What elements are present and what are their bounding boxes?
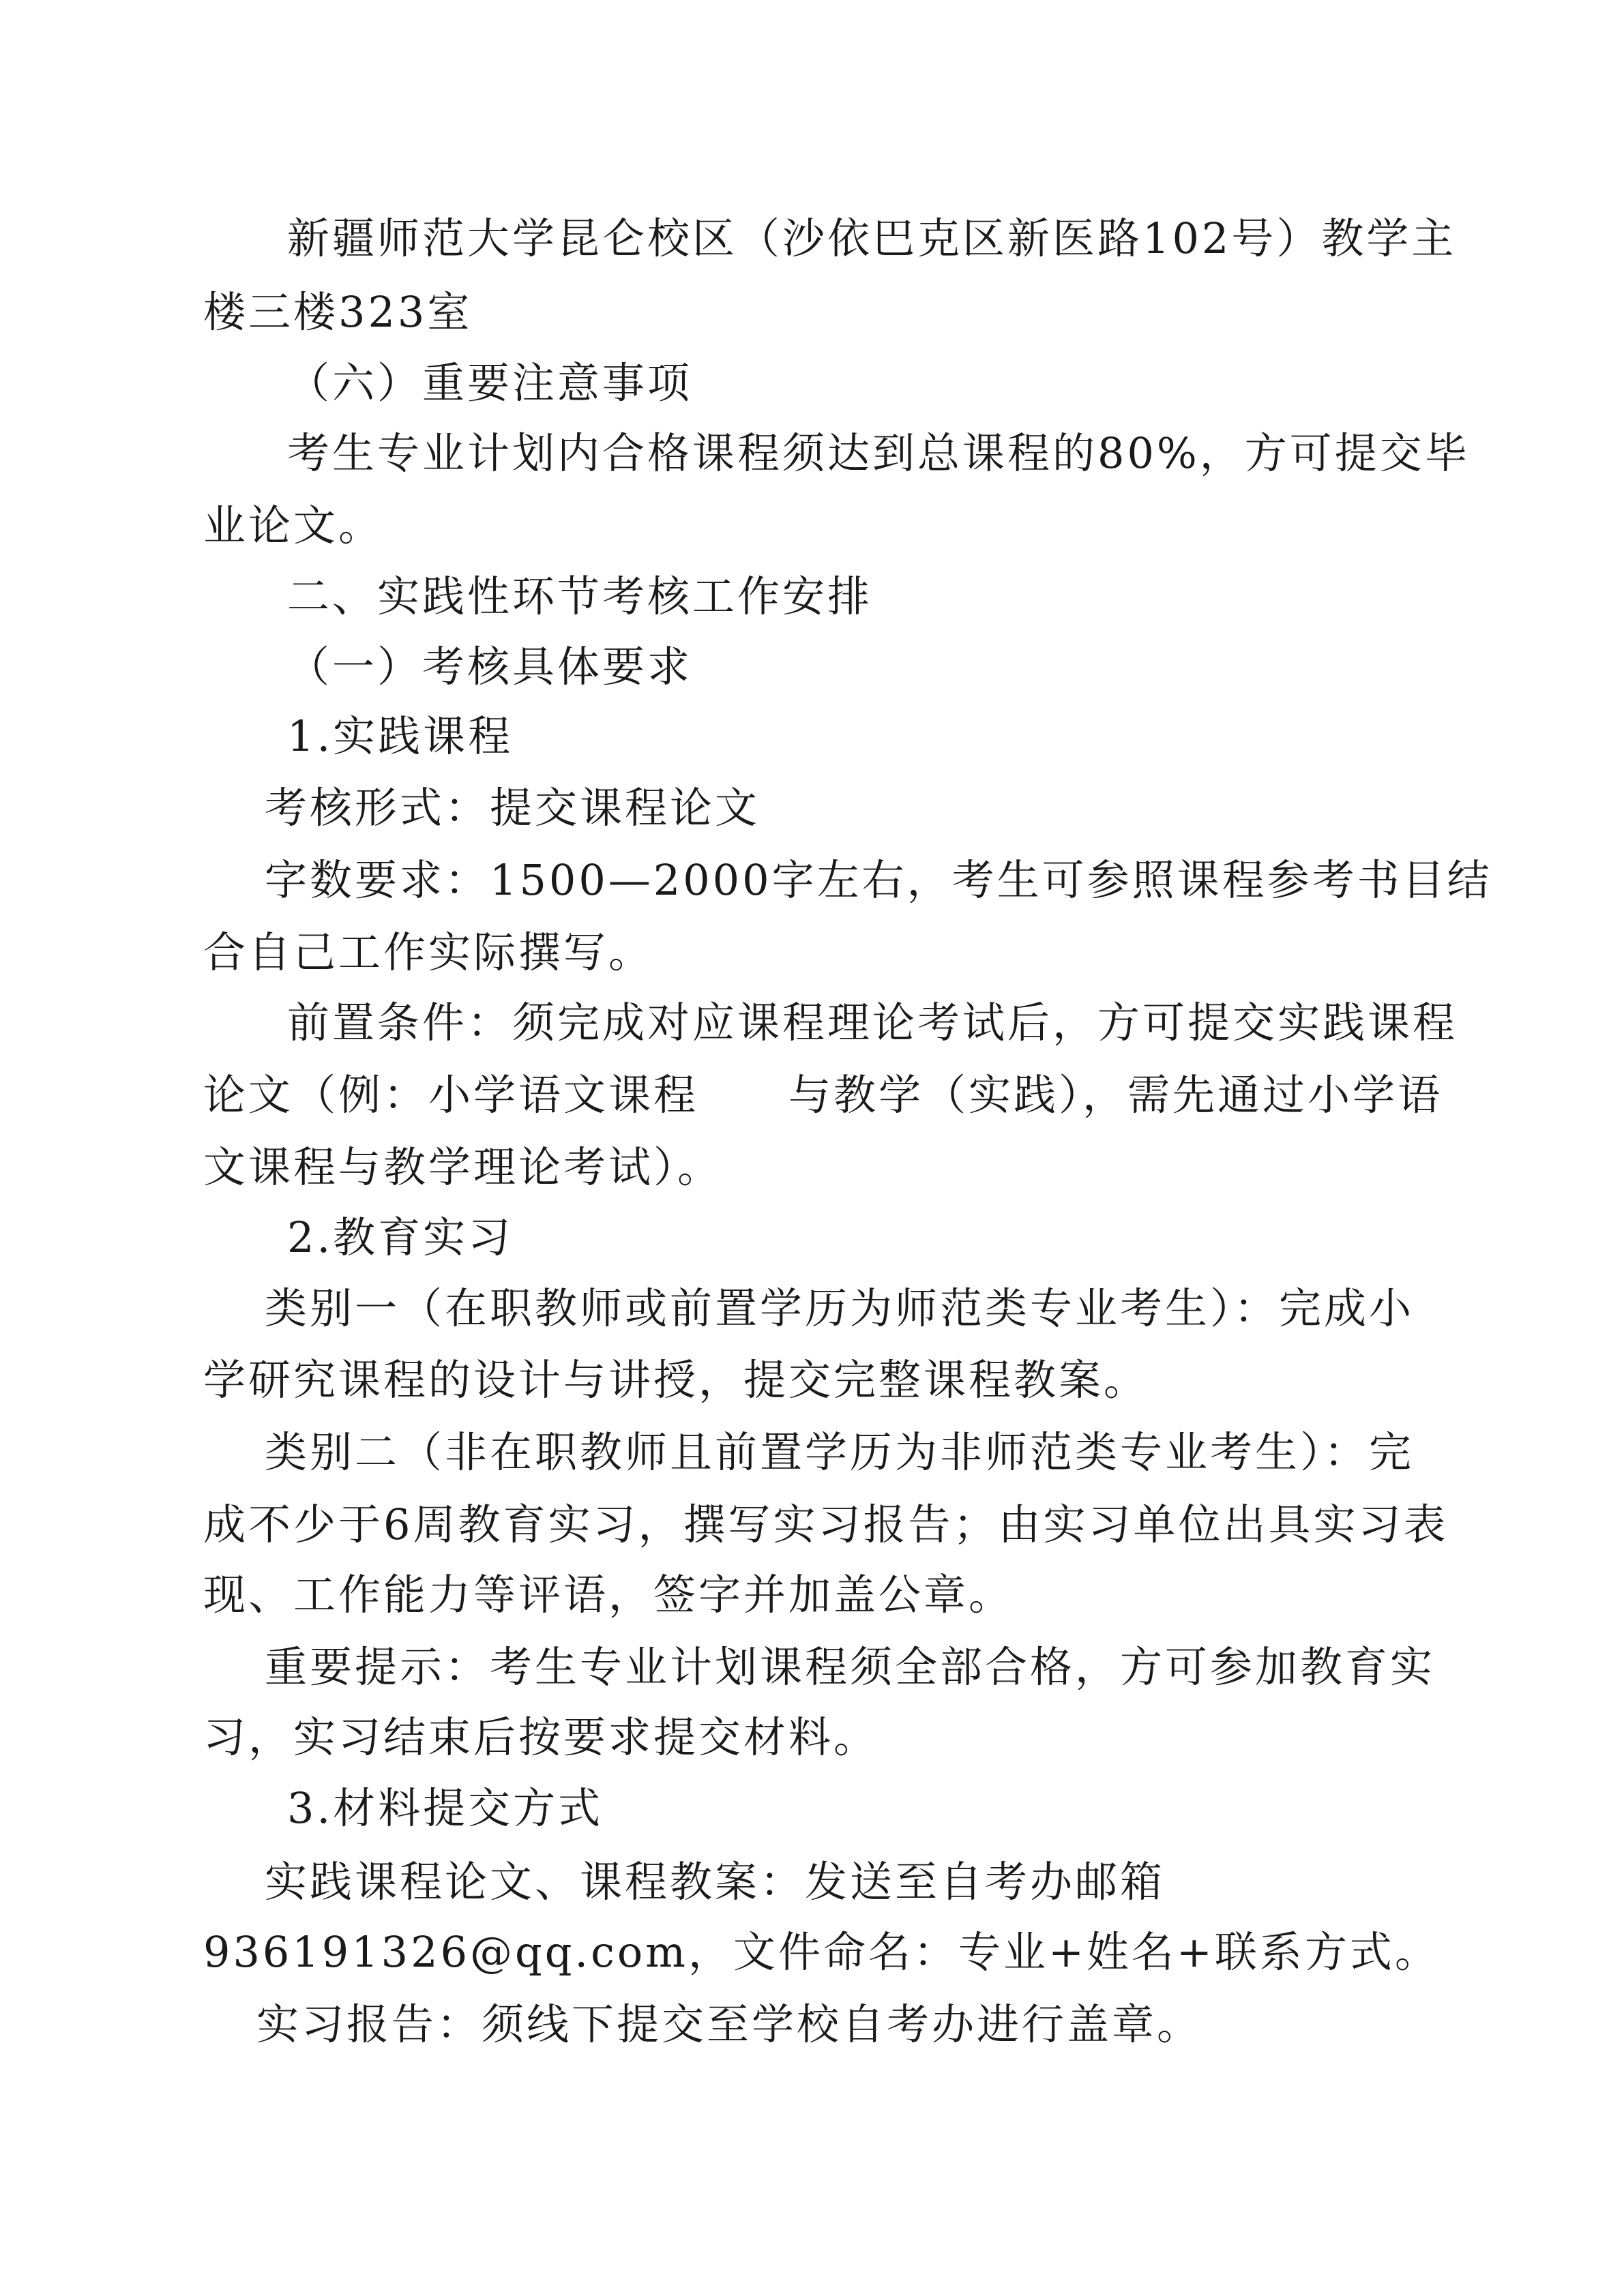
item-heading-teaching-practice: 2.教育实习 [287,1212,514,1262]
prerequisite-line-2: 论文（例：小学语文课程 与教学（实践），需先通过小学语 [203,1070,1443,1120]
important-tip-line-2: 习，实习结束后按要求提交材料。 [203,1712,879,1762]
section-heading-practice-assessment: 二、实践性环节考核工作安排 [287,571,873,621]
heading-important-notes: （六）重要注意事项 [287,358,693,408]
category-two-line-2: 成不少于6周教育实习，撰写实习报告；由实习单位出具实习表 [203,1500,1449,1549]
submission-email-line-2: 936191326@qq.com，文件命名：专业+姓名+联系方式。 [203,1927,1440,1977]
category-one-line-1: 类别一（在职教师或前置学历为师范类专业考生）：完成小 [265,1283,1415,1333]
exam-location-line-2: 楼三楼323室 [203,287,473,337]
word-count-line-2: 合自己工作实际撰写。 [203,927,654,977]
item-heading-practice-course: 1.实践课程 [287,711,514,761]
exam-location-line-1: 新疆师范大学昆仑校区（沙依巴克区新医路102号）教学主 [287,213,1457,263]
item-heading-submission-method: 3.材料提交方式 [287,1783,604,1833]
subheading-assessment-requirements: （一）考核具体要求 [287,642,693,691]
prerequisite-line-3: 文课程与教学理论考试）。 [203,1142,723,1192]
submission-email-line-1: 实践课程论文、课程教案：发送至自考办邮箱 [265,1857,1166,1907]
notes-paragraph-line-1: 考生专业计划内合格课程须达到总课程的80%，方可提交毕 [287,428,1470,478]
prerequisite-line-1: 前置条件：须完成对应课程理论考试后，方可提交实践课程 [287,998,1458,1047]
category-two-line-1: 类别二（非在职教师且前置学历为非师范类专业考生）：完 [265,1427,1415,1477]
word-count-line-1: 字数要求：1500—2000字左右，考生可参照课程参考书目结 [265,855,1492,905]
category-two-line-3: 现、工作能力等评语，签字并加盖公章。 [203,1570,1014,1620]
internship-report-line: 实习报告：须线下提交至学校自考办进行盖章。 [256,1999,1202,2049]
important-tip-line-1: 重要提示：考生专业计划课程须全部合格，方可参加教育实 [265,1642,1436,1692]
category-one-line-2: 学研究课程的设计与讲授，提交完整课程教案。 [203,1355,1149,1405]
notes-paragraph-line-2: 业论文。 [203,501,384,550]
assessment-form-line: 考核形式：提交课程论文 [265,783,761,833]
